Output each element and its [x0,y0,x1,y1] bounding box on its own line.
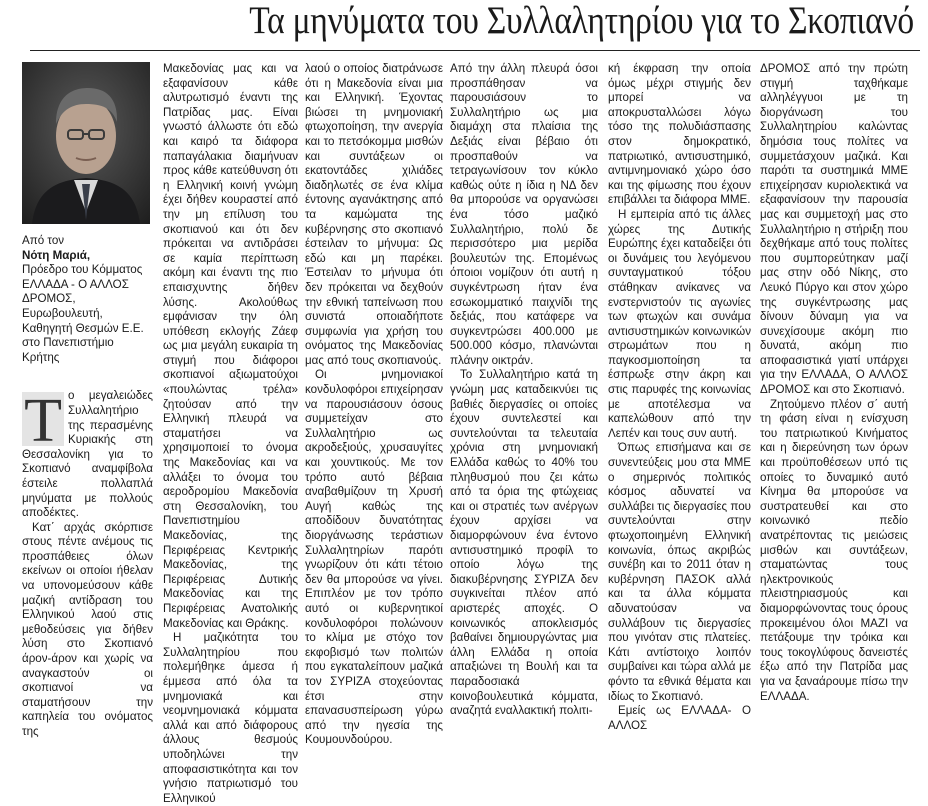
paragraph: Εμείς ως ΕΛΛΑΔΑ- Ο ΑΛΛΟΣ [608,704,751,732]
paragraph: Όπως επισήμανα και σε συνεντεύξεις μου στα ΜΜΕ ο σημερινός πολιτικός κόσμος αδυνατεί να συλλάβει τις διεργασίες που συντελούνται στην φτωχοποιημένη Ελληνική κοινωνία, όπως ακριβώς συνέβη και το 2011 όταν η κυβέρνηση ΠΑΣΟΚ αλλά και τα άλλα κόμματα αδυνατούσαν να συλλάβουν τις διεργασίες που γινόταν στις πλατείες. Κάτι αντίστοιχο λοιπόν συμβαίνει και τώρα αλλά με φόντο τα εθνικά θέματα και ιδίως το Σκοπιανό. [608,441,751,703]
article-headline: Τα μηνύματα του Συλλαλητηρίου για το Σκοπιανό [249,0,914,42]
headline-area [0,0,928,44]
paragraph: ο μεγαλειώδες Συλλαλητήριο της περασμένης Κυριακής στη Θεσσαλονίκη για το Σκοπιανό αναμφίβολα έστειλε πολλαπλά μηνύματα με πολλούς αποδέκτες. [22,389,153,520]
paragraph: ΔΡΟΜΟΣ από την πρώτη στιγμή ταχθήκαμε αλληλέγγυοι με τη διοργάνωση του Συλλαλητηρίου καλώντας δημόσια τους πολίτες να συμμετάσχουν μαζικά. Και παρότι τα συστημικά ΜΜΕ επιχείρησαν κυριολεκτικά να εξαφανίσουν την παρουσία μας και συμμετοχή μας στο Συλλαλητήριο η στήριξη που δεχθήκαμε από τους πολίτες που συμπορεύτηκαν μαζί μας στην οδό Νίκης, στο Λευκό Πύργο και στον χώρο της συγκέντρωσης μας δίνουν δύναμη για να συνεχίσουμε ακόμη πιο δυνατά, ακόμη πιο αποφασιστικά γιατί υπάρχει για την ΕΛΛΑΔΑ, Ο ΑΛΛΟΣ ΔΡΟΜΟΣ και στο Σκοπιανό. [760,62,908,397]
article-column-5 [608,62,751,732]
headline-rule [30,50,920,51]
author-name: Νότη Μαριά, [22,248,91,262]
paragraph: Από την άλλη πλευρά όσοι προσπάθησαν να παρουσιάσουν το Συλλαλητήριο ως μια διαμάχη στα πλαίσια της Δεξιάς είναι βέβαιο ότι προσπαθούν να τετραγωνίσουν τον κύκλο καθώς ούτε η ίδια η ΝΔ δεν θα μπορούσε να οργανώσει ένα τόσο μαζικό Συλλαλητήριο, πολύ δε περισσότερο μια μερίδα βουλευτών της. Επομένως όποιοι νομίζουν ότι αυτή η συγκέντρωση ήταν ένα εσωκομματικό παιχνίδι της δεξιάς, που κατάφερε να συγκεντρώσει 400.000 με 500.000 κόσμο, πλανώνται πλάνην οικτράν. [450,62,598,367]
paragraph: Ζητούμενο πλέον σ΄ αυτή τη φάση είναι η ενίσχυση του πατριωτικού Κινήματος και η διερεύνηση των όρων και προϋποθέσεων υπό τις οποίες το δυναμικό αυτό Κίνημα θα μπορούσε να συστρατευθεί και στο κοινωνικό πεδίο ανατρέποντας τις μειώσεις μισθών και συντάξεων, σταματώντας τους ηλεκτρονικούς πλειστηριασμούς και διαμορφώνοντας τους όρους προκειμένου όλοι ΜΑΖΙ να πετάξουμε την τρόικα και τους τοκογλύφους δανειστές έξω από την Πατρίδα μας για να ξαναάρουμε πίσω την ΕΛΛΑΔΑ. [760,397,908,703]
author-role: Πρόεδρο του Κόμματος ΕΛΛΑΔΑ - Ο ΑΛΛΟΣ ΔΡΟΜΟΣ, Ευρωβουλευτή, Καθηγητή Θεσμών Ε.Ε. στο Πανεπιστήμιο Κρήτης [22,263,144,364]
paragraph: λαού ο οποίος διατράνωσε ότι η Μακεδονία είναι μια και Ελληνική. Έχοντας βιώσει τη μνημονιακή φτωχοποίηση, την ανεργία και το πετσόκομμα μισθών και συντάξεων οι εκατοντάδες χιλιάδες διαδηλωτές σε ένα κλίμα έντονης αγανάκτησης από τα καμώματα της κυβέρνησης στο σκοπιανό έστειλαν το μήνυμα: Ως εδώ και μη παρέκει. Έστειλαν το μήνυμα ότι δεν πρόκειται να δεχθούν την εθνική ταπείνωση που συνιστά οποιαδήποτε συμφωνία για χρήση του ονόματος της Μακεδονίας μας από τους σκοπιανούς. [305,62,443,367]
article-column-1 [22,62,153,738]
article-column-3 [305,62,443,747]
paragraph: κή έκφραση την οποία όμως μέχρι στιγμής δεν μπορεί να αποκρυσταλλώσει λόγω τόσο της πολυδιάσπασης στον δημοκρατικό, πατριωτικό, αντισυστημικό, αντιμνημονιακό χώρο όσο και της φίμωσης που έχουν επιβάλλει τα διάφορα ΜΜΕ. [608,62,751,207]
drop-cap: Τ [22,392,64,446]
article-column-6 [760,62,908,703]
author-photo [22,62,150,224]
paragraph: Κατ΄ αρχάς σκόρπισε στους πέντε ανέμους τις προσπάθειες όλων εκείνων οι οποίοι ήθελαν να υπονομεύσουν κάθε μαζική αντίδραση του Ελληνικού λαού στις μεθοδεύσεις για δήθεν λύση στο Σκοπιανό άρον-άρον και χωρίς να αναγκαστούν οι σκοπιανοί να σταματήσουν την καπηλεία του ονόματος της [22,520,153,738]
paragraph: Το Συλλαλητήριο κατά τη γνώμη μας καταδεικνύει τις βαθιές διεργασίες οι οποίες έχουν συντελεστεί και συντελούνται τα τελευταία χρόνια στη μνημονιακή Ελλάδα καθώς το 40% του πληθυσμού που ζει κάτω από τα όρια της φτώχειας και οι στρατιές των ανέργων έχουν αρχίσει να διαμορφώνουν ένα έντονο αντισυστημικό προφίλ το οποίο λόγω της διακυβέρνησης ΣΥΡΙΖΑ δεν συγκινείται πλέον από αριστερές αποχές. Ο κοινωνικός αποκλεισμός βαθαίνει δημιουργώντας μια άλλη Ελλάδα η οποία απαξιώνει τη Βουλή και τα παραδοσιακά κοινοβουλευτικά κόμματα, αναζητά εναλλακτική πολιτι- [450,368,598,718]
article-column-4 [450,62,598,718]
paragraph: Η μαζικότητα του Συλλαλητηρίου που πολεμήθηκε άμεσα ή έμμεσα από όλα τα μνημονιακά και νεομνημονιακά κόμματα αλλά και από διάφορους άλλους θεσμούς υποδηλώνει την αποφασιστικότητα και τον γνήσιο πατριωτισμό του Ελληνικού [163,631,298,805]
byline-from: Από τον [22,234,65,247]
article-column-2 [163,62,298,805]
paragraph: Μακεδονίας μας και να εξαφανίσουν κάθε αλυτρωτισμό έναντι της Πατρίδας μας. Είναι γνωστό άλλωστε ότι εδώ και καιρό τα διάφορα παπαγάλακια διαμήνυαν προς κάθε κατεύθυνση ότι η Ελληνική κοινή γνώμη έχει δήθεν κουραστεί από την μη επίλυση του σκοπιανού και ότι δεν πρόκειται να αντιδράσει σε καμία περίπτωση ακόμη και έναντι της πιο επαισχυντης δήθεν λύσης. Ακολούθως εμφάνισαν την όλη υπόθεση εκλογής Ζάεφ ως μια μεγάλη ευκαιρία τη στιγμή που διάφοροι σκοπιανοί αξιωματούχοι «πουλώντας τρέλα» ζητούσαν από την Ελληνική πλευρά να σταματήσει να χρησιμοποιεί το όνομα της Μακεδονίας και να αλλάξει το όνομα του αεροδρομίου Μακεδονία στη Θεσσαλονίκη, του Πανεπιστημίου Μακεδονίας, της Περιφέρειας Κεντρικής Μακεδονίας, της Περιφέρειας Δυτικής Μακεδονίας και της Περιφέρειας Ανατολικής Μακεδονίας και Θράκης. [163,62,298,630]
author-byline [22,234,153,365]
article-opening [22,389,153,520]
author-portrait-image [22,62,150,224]
paragraph: Η εμπειρία από τις άλλες χώρες της Δυτικής Ευρώπης έχει καταδείξει ότι οι δυνάμεις του λεγόμενου συνταγματικού τόξου στάθηκαν ανίκανες να ενστερνιστούν τις αγωνίες των φτωχών και συνάμα αντισυστημικών κοινωνικών στρωμάτων που η παγκοσμιοποίηση τα έσπρωξε στην άκρη και στις παρυφές της κοινωνίας με αποτέλεσμα να καπελώθουν από την Λεπέν και τους συν αυτή. [608,207,751,440]
paragraph: Οι μνημονιακοί κονδυλοφόροι επιχείρησαν να παρουσιάσουν όσους συμμετείχαν στο Συλλαλητήριο ως ακροδεξιούς, χρυσαυγίτες και χουντικούς. Με τον τρόπο αυτό βέβαια αναβαθμίζουν τη Χρυσή Αυγή καθώς της αποδίδουν δυνατότητας διοργάνωσης τεράστιων Συλλαλητηρίων παρότι γνωρίζουν ότι κάτι τέτοιο δεν θα μπορούσε να γίνει. Επιπλέον με τον τρόπο αυτό οι κυβερνητικοί κονδυλοφόροι πολώνουν το κλίμα με στόχο τον εκφοβισμό των πολιτών που εγκαταλείπουν μαζικά τον ΣΥΡΙΖΑ στοχεύοντας έτσι στην επανασυσπείρωση γύρω από την ηγεσία της Κουμουνδούρου. [305,368,443,747]
